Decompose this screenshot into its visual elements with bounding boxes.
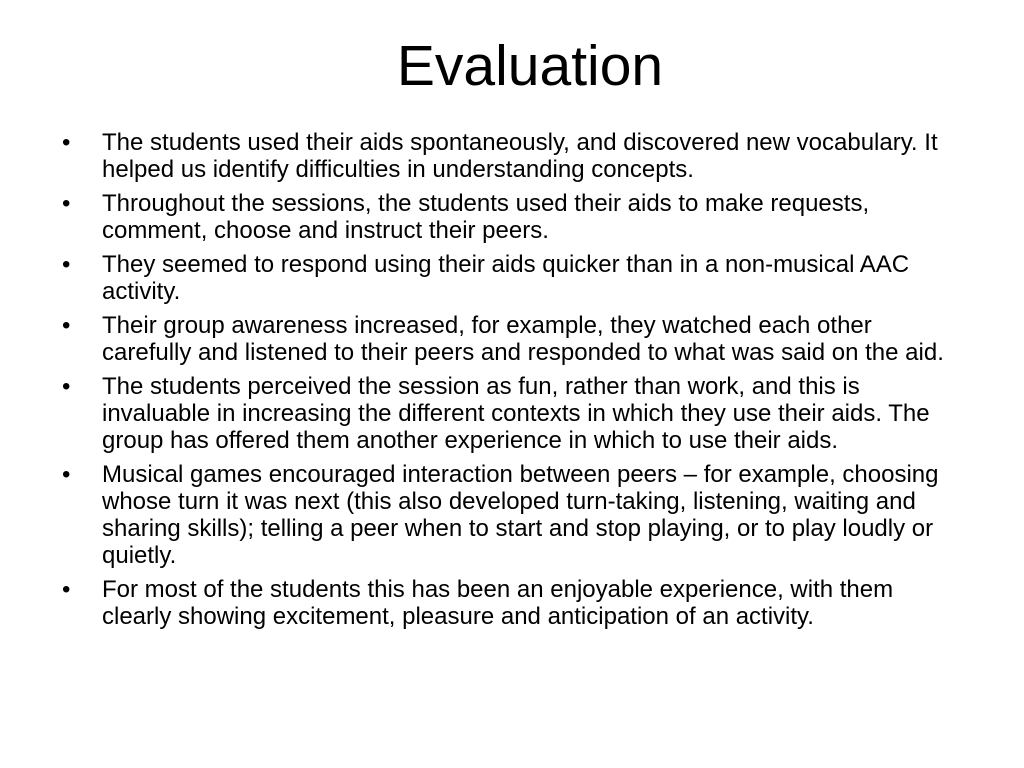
bullet-item: • Their group awareness increased, for example, they watched each other carefully and listened to their peers and responded to what was said on the aid. (58, 312, 963, 366)
bullet-item: • Musical games encouraged interaction between peers – for example, choosing whose turn it was next (this also developed turn-taking, listening, waiting and sharing skills); telling a peer when to start and stop playing, or to play loudly or quietly. (58, 461, 963, 569)
slide-title: Evaluation (396, 34, 664, 98)
bullet-item: • The students perceived the session as fun, rather than work, and this is invaluable in increasing the different contexts in which they use their aids. The group has offered them another experience in which to use their aids. (58, 373, 963, 454)
bullet-item: • They seemed to respond using their aids quicker than in a non-musical AAC activity. (58, 251, 963, 305)
bullet-item: • For most of the students this has been an enjoyable experience, with them clearly showing excitement, pleasure and anticipation of an activity. (58, 576, 963, 630)
bullet-item: • Throughout the sessions, the students used their aids to make requests, comment, choose and instruct their peers. (58, 190, 963, 244)
bullet-list (58, 129, 963, 637)
bullet-item: • The students used their aids spontaneously, and discovered new vocabulary. It helped us identify difficulties in understanding concepts. (58, 129, 963, 183)
